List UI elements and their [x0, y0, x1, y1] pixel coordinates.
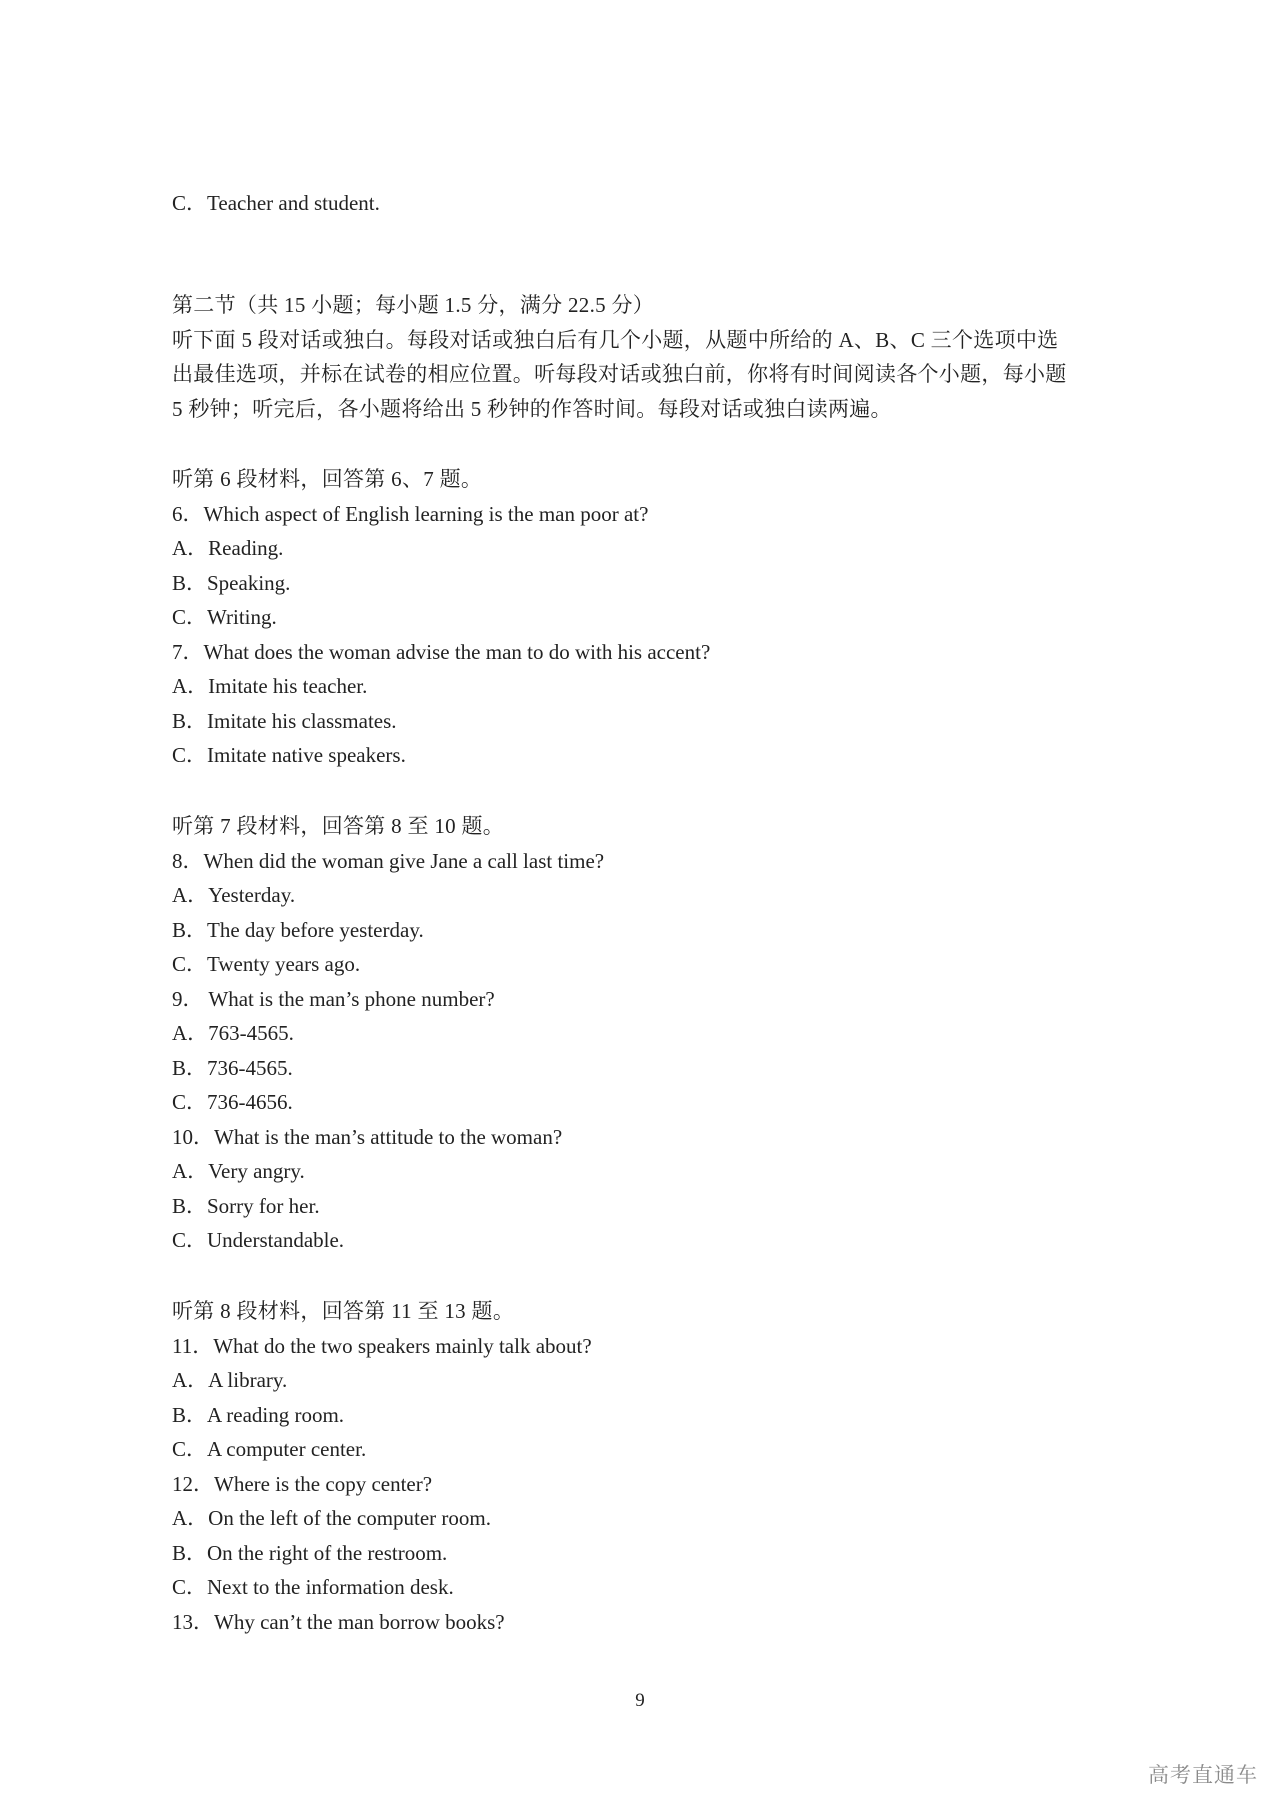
material-heading: 听第 7 段材料，回答第 8 至 10 题。: [172, 814, 505, 838]
question-13: 13．Why can’t the man borrow books?: [172, 1609, 505, 1634]
material-7-group: [172, 809, 1122, 1258]
question-12-option-a: A．On the left of the computer room.: [172, 1506, 491, 1530]
material-6-group: [172, 462, 1122, 773]
material-8-group: [172, 1294, 1122, 1639]
question-8-option-a: A．Yesterday.: [172, 883, 296, 907]
question-10: 10．What is the man’s attitude to the woman?: [172, 1124, 563, 1149]
instructions-line-3: 5 秒钟；听完后，各小题将给出 5 秒钟的作答时间。每段对话或独白读两遍。: [172, 396, 892, 421]
question-11-option-b: B．A reading room.: [172, 1402, 345, 1427]
question-11-option-c: C．A computer center.: [172, 1437, 367, 1461]
question-9-option-b: B．736-4565.: [172, 1055, 293, 1080]
page-number: 9: [635, 1690, 645, 1711]
question-10-option-b: B．Sorry for her.: [172, 1193, 320, 1218]
question-6: 6．Which aspect of English learning is the man poor at?: [172, 501, 649, 526]
material-heading: 听第 6 段材料，回答第 6、7 题。: [172, 467, 483, 491]
question-6-option-a: A．Reading.: [172, 536, 284, 560]
material-heading: 听第 8 段材料，回答第 11 至 13 题。: [172, 1299, 515, 1323]
question-9-option-a: A．763-4565.: [172, 1021, 294, 1045]
section-header: 第二节（共 15 小题；每小题 1.5 分，满分 22.5 分）: [172, 293, 655, 317]
instructions-line-2: 出最佳选项，并标在试卷的相应位置。听每段对话或独白前，你将有时间阅读各个小题，每小题: [172, 362, 1067, 386]
question-12-option-b: B．On the right of the restroom.: [172, 1540, 448, 1565]
question-8-option-c: C．Twenty years ago.: [172, 952, 361, 976]
instructions-line-1: 听下面 5 段对话或独白。每段对话或独白后有几个小题，从题中所给的 A、B、C 三个选项中选: [172, 327, 1059, 352]
question-8: 8．When did the woman give Jane a call last time?: [172, 848, 605, 873]
question-6-option-b: B．Speaking.: [172, 570, 291, 595]
previous-question-tail: [172, 186, 1122, 221]
question-8-option-b: B．The day before yesterday.: [172, 917, 424, 942]
watermark: 高考直通车: [1148, 1763, 1258, 1787]
question-7-option-c: C．Imitate native speakers.: [172, 743, 406, 767]
question-7-option-a: A．Imitate his teacher.: [172, 674, 368, 698]
section-two: [172, 288, 1122, 426]
question-10-option-c: C．Understandable.: [172, 1228, 345, 1252]
question-10-option-a: A．Very angry.: [172, 1159, 305, 1183]
option-c: C．Teacher and student.: [172, 191, 380, 215]
question-9: 9． What is the man’s phone number?: [172, 986, 495, 1011]
question-11: 11．What do the two speakers mainly talk about?: [172, 1333, 592, 1358]
question-6-option-c: C．Writing.: [172, 605, 277, 629]
question-12: 12．Where is the copy center?: [172, 1471, 433, 1496]
question-9-option-c: C．736-4656.: [172, 1090, 293, 1114]
question-7: 7．What does the woman advise the man to do with his accent?: [172, 639, 711, 664]
question-12-option-c: C．Next to the information desk.: [172, 1575, 454, 1599]
question-7-option-b: B．Imitate his classmates.: [172, 708, 397, 733]
question-11-option-a: A．A library.: [172, 1368, 288, 1392]
